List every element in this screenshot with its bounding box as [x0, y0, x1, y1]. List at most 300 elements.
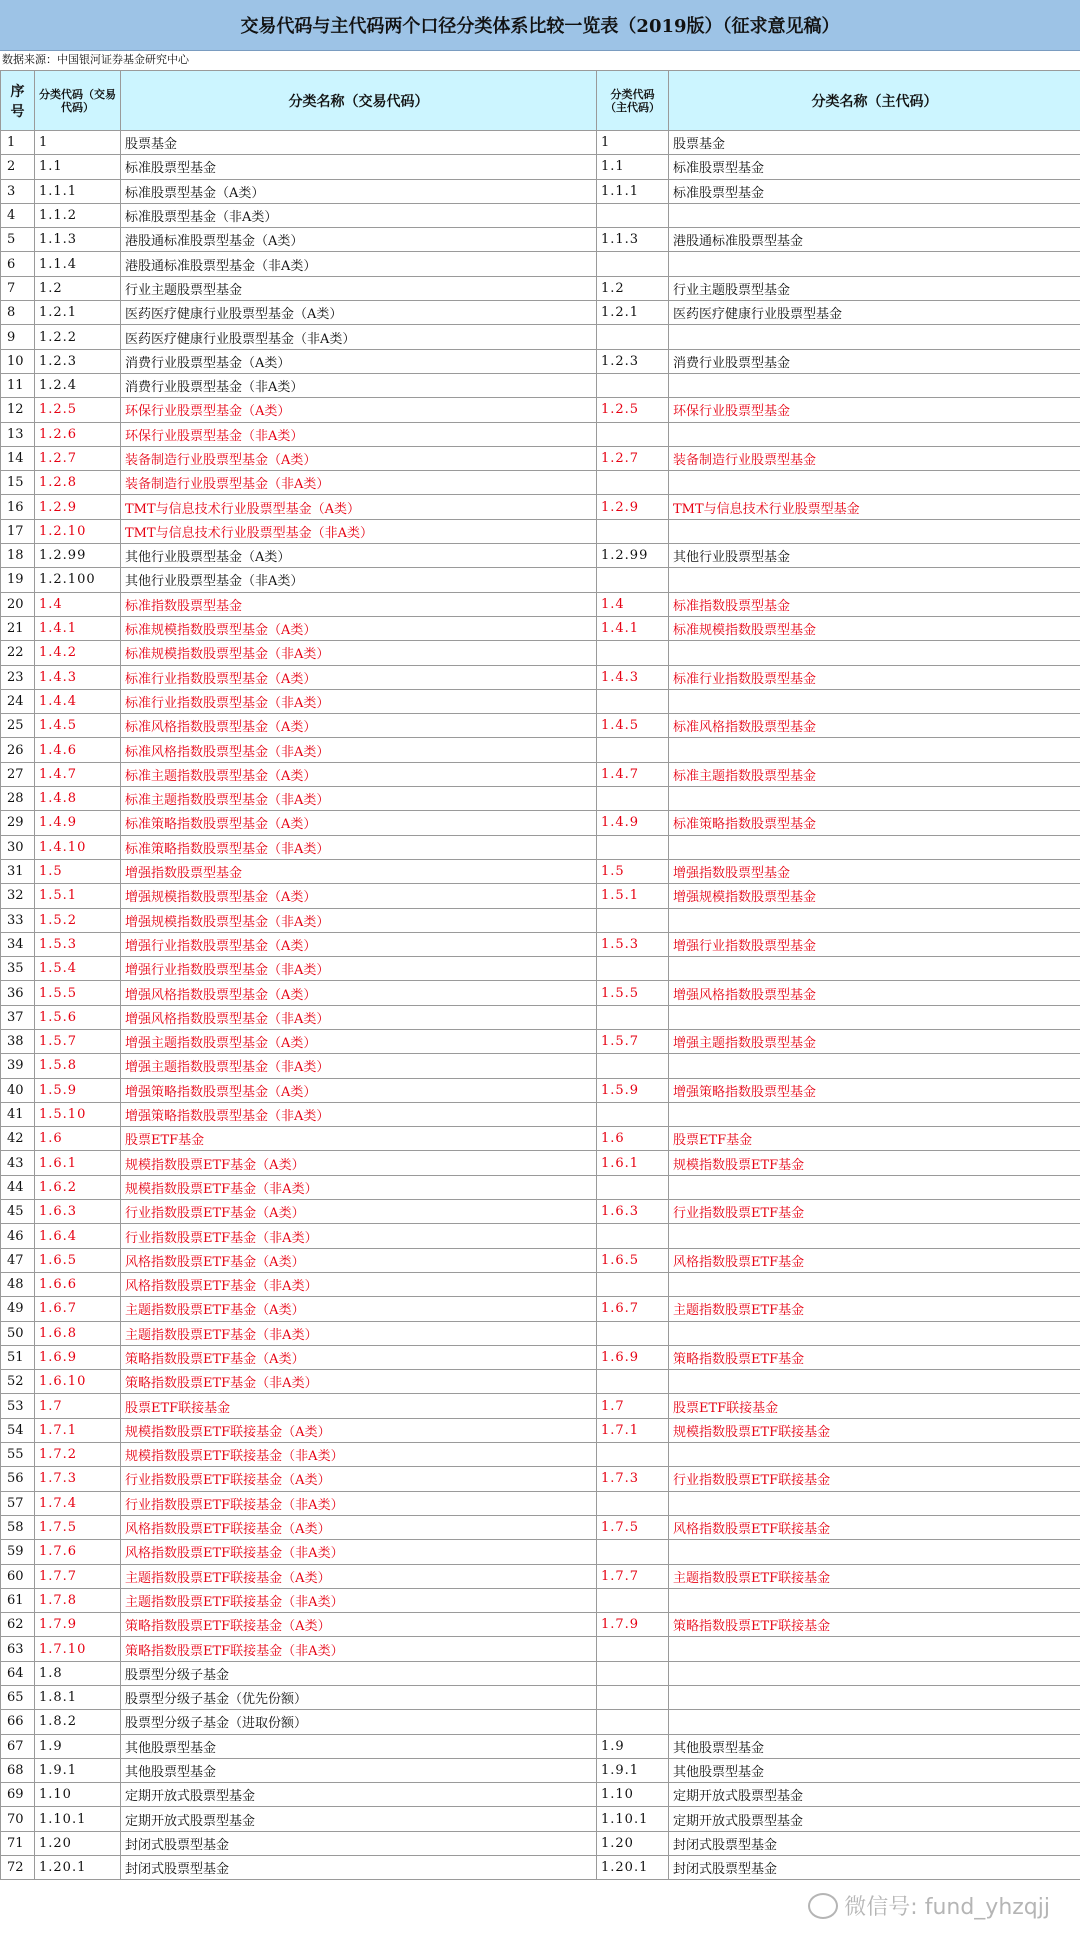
cell-main-name: 主题指数股票ETF基金 — [669, 1297, 1080, 1321]
header-trade-name: 分类名称（交易代码） — [121, 71, 597, 131]
table-row — [1, 276, 1080, 300]
cell-main-code — [597, 1272, 669, 1296]
table-row — [1, 665, 1080, 689]
cell-trade-code: 1.9.1 — [35, 1758, 121, 1782]
cell-seq: 28 — [1, 787, 35, 811]
cell-trade-code: 1.5.8 — [35, 1054, 121, 1078]
cell-main-name — [669, 787, 1080, 811]
cell-trade-code: 1.2.6 — [35, 422, 121, 446]
table-row — [1, 1127, 1080, 1151]
cell-trade-name: 标准主题指数股票型基金（A类） — [121, 762, 597, 786]
table-row — [1, 228, 1080, 252]
cell-main-code — [597, 252, 669, 276]
cell-main-name: 标准行业指数股票型基金 — [669, 665, 1080, 689]
cell-seq: 38 — [1, 1029, 35, 1053]
table-row — [1, 301, 1080, 325]
cell-main-code: 1.9 — [597, 1734, 669, 1758]
cell-main-name: 封闭式股票型基金 — [669, 1831, 1080, 1855]
header-main-code: 分类代码（主代码） — [597, 71, 669, 131]
table-row — [1, 422, 1080, 446]
cell-trade-name: 标准风格指数股票型基金（非A类） — [121, 738, 597, 762]
cell-seq: 19 — [1, 568, 35, 592]
cell-trade-name: 风格指数股票ETF基金（非A类） — [121, 1272, 597, 1296]
cell-main-name: 股票ETF基金 — [669, 1127, 1080, 1151]
cell-main-name: 主题指数股票ETF联接基金 — [669, 1564, 1080, 1588]
cell-main-code: 1.2.3 — [597, 349, 669, 373]
table-row — [1, 981, 1080, 1005]
cell-seq: 39 — [1, 1054, 35, 1078]
cell-seq: 14 — [1, 446, 35, 470]
table-row — [1, 1613, 1080, 1637]
cell-seq: 9 — [1, 325, 35, 349]
cell-trade-name: 股票型分级子基金（优先份额） — [121, 1686, 597, 1710]
cell-main-code: 1.7.1 — [597, 1418, 669, 1442]
cell-seq: 44 — [1, 1175, 35, 1199]
cell-seq: 33 — [1, 908, 35, 932]
cell-trade-code: 1.10.1 — [35, 1807, 121, 1831]
cell-main-name — [669, 1370, 1080, 1394]
cell-trade-code: 1.2.10 — [35, 519, 121, 543]
cell-seq: 32 — [1, 884, 35, 908]
table-row — [1, 1272, 1080, 1296]
cell-trade-name: 行业指数股票ETF联接基金（A类） — [121, 1467, 597, 1491]
cell-main-code: 1.6.7 — [597, 1297, 669, 1321]
cell-trade-name: 环保行业股票型基金（非A类） — [121, 422, 597, 446]
cell-main-name: 增强策略指数股票型基金 — [669, 1078, 1080, 1102]
cell-main-name: 标准风格指数股票型基金 — [669, 714, 1080, 738]
cell-trade-code: 1.1.1 — [35, 179, 121, 203]
cell-main-code — [597, 1588, 669, 1612]
table-row — [1, 373, 1080, 397]
cell-trade-code: 1.5.10 — [35, 1102, 121, 1126]
cell-trade-code: 1.6.1 — [35, 1151, 121, 1175]
cell-main-code — [597, 1491, 669, 1515]
cell-trade-name: 标准股票型基金（A类） — [121, 179, 597, 203]
table-row — [1, 859, 1080, 883]
cell-main-name: 规模指数股票ETF联接基金 — [669, 1418, 1080, 1442]
cell-trade-name: TMT与信息技术行业股票型基金（A类） — [121, 495, 597, 519]
cell-main-code: 1.6.5 — [597, 1248, 669, 1272]
cell-main-code — [597, 203, 669, 227]
cell-trade-code: 1.1.4 — [35, 252, 121, 276]
cell-trade-name: 封闭式股票型基金 — [121, 1856, 597, 1880]
cell-trade-code: 1.6.7 — [35, 1297, 121, 1321]
cell-trade-code: 1.9 — [35, 1734, 121, 1758]
cell-trade-code: 1.2.7 — [35, 446, 121, 470]
table-row — [1, 471, 1080, 495]
table-row — [1, 1151, 1080, 1175]
table-row — [1, 957, 1080, 981]
cell-trade-code: 1.20.1 — [35, 1856, 121, 1880]
cell-main-code — [597, 422, 669, 446]
cell-trade-code: 1.7.6 — [35, 1540, 121, 1564]
cell-trade-name: 装备制造行业股票型基金（A类） — [121, 446, 597, 470]
cell-seq: 35 — [1, 957, 35, 981]
cell-main-name: 港股通标准股票型基金 — [669, 228, 1080, 252]
cell-trade-name: 定期开放式股票型基金 — [121, 1807, 597, 1831]
cell-trade-name: 风格指数股票ETF联接基金（A类） — [121, 1515, 597, 1539]
cell-main-code — [597, 1054, 669, 1078]
cell-main-name: 封闭式股票型基金 — [669, 1856, 1080, 1880]
cell-trade-code: 1.7.1 — [35, 1418, 121, 1442]
cell-main-name: 行业指数股票ETF联接基金 — [669, 1467, 1080, 1491]
cell-trade-code: 1.7.3 — [35, 1467, 121, 1491]
cell-trade-code: 1.7.4 — [35, 1491, 121, 1515]
cell-trade-name: 策略指数股票ETF联接基金（A类） — [121, 1613, 597, 1637]
cell-main-name — [669, 1491, 1080, 1515]
cell-trade-name: 增强规模指数股票型基金（非A类） — [121, 908, 597, 932]
cell-trade-name: 环保行业股票型基金（A类） — [121, 398, 597, 422]
cell-trade-code: 1.2.3 — [35, 349, 121, 373]
table-row — [1, 568, 1080, 592]
cell-trade-code: 1.7.2 — [35, 1443, 121, 1467]
page-title: 交易代码与主代码两个口径分类体系比较一览表（2019版）（征求意见稿） — [0, 0, 1080, 51]
table-row — [1, 155, 1080, 179]
cell-main-code — [597, 641, 669, 665]
cell-trade-name: 行业指数股票ETF联接基金（非A类） — [121, 1491, 597, 1515]
cell-trade-code: 1.4.2 — [35, 641, 121, 665]
cell-main-code: 1.5 — [597, 859, 669, 883]
cell-main-name — [669, 373, 1080, 397]
table-row — [1, 325, 1080, 349]
cell-trade-code: 1.6.5 — [35, 1248, 121, 1272]
cell-main-code: 1.2.5 — [597, 398, 669, 422]
table-row — [1, 495, 1080, 519]
cell-seq: 2 — [1, 155, 35, 179]
cell-main-name: 股票基金 — [669, 131, 1080, 155]
table-row — [1, 689, 1080, 713]
cell-trade-name: 策略指数股票ETF联接基金（非A类） — [121, 1637, 597, 1661]
cell-main-code: 1.5.3 — [597, 932, 669, 956]
cell-main-name — [669, 835, 1080, 859]
cell-main-name: 风格指数股票ETF联接基金 — [669, 1515, 1080, 1539]
cell-trade-code: 1.20 — [35, 1831, 121, 1855]
cell-main-code — [597, 325, 669, 349]
cell-main-name: 增强指数股票型基金 — [669, 859, 1080, 883]
table-row — [1, 1175, 1080, 1199]
cell-main-code: 1.20.1 — [597, 1856, 669, 1880]
cell-seq: 7 — [1, 276, 35, 300]
table-row — [1, 1321, 1080, 1345]
table-row — [1, 1783, 1080, 1807]
cell-seq: 18 — [1, 544, 35, 568]
table-row — [1, 1054, 1080, 1078]
cell-main-code — [597, 1224, 669, 1248]
cell-main-name — [669, 252, 1080, 276]
cell-main-code: 1.6.3 — [597, 1200, 669, 1224]
cell-trade-name: 策略指数股票ETF基金（非A类） — [121, 1370, 597, 1394]
cell-seq: 17 — [1, 519, 35, 543]
cell-trade-name: 风格指数股票ETF基金（A类） — [121, 1248, 597, 1272]
cell-seq: 22 — [1, 641, 35, 665]
cell-main-code: 1.4 — [597, 592, 669, 616]
table-row — [1, 1394, 1080, 1418]
cell-trade-code: 1.2.2 — [35, 325, 121, 349]
cell-main-code — [597, 908, 669, 932]
cell-trade-name: 封闭式股票型基金 — [121, 1831, 597, 1855]
cell-main-name — [669, 689, 1080, 713]
cell-main-code: 1.4.3 — [597, 665, 669, 689]
cell-main-code: 1.10.1 — [597, 1807, 669, 1831]
cell-main-code: 1.9.1 — [597, 1758, 669, 1782]
cell-seq: 70 — [1, 1807, 35, 1831]
cell-main-code: 1.4.1 — [597, 616, 669, 640]
cell-trade-code: 1.4.8 — [35, 787, 121, 811]
cell-trade-name: 增强规模指数股票型基金（A类） — [121, 884, 597, 908]
cell-main-name — [669, 471, 1080, 495]
table-row — [1, 1443, 1080, 1467]
table-row — [1, 592, 1080, 616]
cell-main-code: 1.5.9 — [597, 1078, 669, 1102]
cell-main-name: 消费行业股票型基金 — [669, 349, 1080, 373]
cell-main-name: 股票ETF联接基金 — [669, 1394, 1080, 1418]
cell-seq: 58 — [1, 1515, 35, 1539]
cell-seq: 3 — [1, 179, 35, 203]
cell-main-name — [669, 1102, 1080, 1126]
cell-main-name — [669, 1540, 1080, 1564]
cell-main-code: 1.2.1 — [597, 301, 669, 325]
cell-trade-code: 1.7.8 — [35, 1588, 121, 1612]
cell-trade-code: 1.7.5 — [35, 1515, 121, 1539]
cell-main-name — [669, 957, 1080, 981]
cell-trade-code: 1.5.9 — [35, 1078, 121, 1102]
cell-seq: 61 — [1, 1588, 35, 1612]
cell-seq: 21 — [1, 616, 35, 640]
cell-main-name: 行业主题股票型基金 — [669, 276, 1080, 300]
cell-trade-name: 增强主题指数股票型基金（非A类） — [121, 1054, 597, 1078]
cell-trade-code: 1.4.1 — [35, 616, 121, 640]
cell-seq: 59 — [1, 1540, 35, 1564]
cell-trade-name: 行业指数股票ETF基金（非A类） — [121, 1224, 597, 1248]
wechat-icon — [808, 1893, 838, 1919]
cell-main-code: 1.1 — [597, 155, 669, 179]
table-row — [1, 835, 1080, 859]
cell-main-code: 1.5.5 — [597, 981, 669, 1005]
cell-trade-name: 增强策略指数股票型基金（A类） — [121, 1078, 597, 1102]
cell-main-name: 定期开放式股票型基金 — [669, 1783, 1080, 1807]
table-row — [1, 616, 1080, 640]
cell-main-name: 医药医疗健康行业股票型基金 — [669, 301, 1080, 325]
cell-seq: 16 — [1, 495, 35, 519]
cell-main-name: 标准股票型基金 — [669, 155, 1080, 179]
cell-seq: 68 — [1, 1758, 35, 1782]
table-row — [1, 1345, 1080, 1369]
cell-trade-code: 1.1 — [35, 155, 121, 179]
cell-trade-name: 主题指数股票ETF联接基金（非A类） — [121, 1588, 597, 1612]
cell-trade-code: 1.7.10 — [35, 1637, 121, 1661]
table-row — [1, 519, 1080, 543]
cell-trade-name: 增强行业指数股票型基金（A类） — [121, 932, 597, 956]
table-row — [1, 1467, 1080, 1491]
cell-main-code: 1.20 — [597, 1831, 669, 1855]
table-row — [1, 1661, 1080, 1685]
cell-trade-name: 风格指数股票ETF联接基金（非A类） — [121, 1540, 597, 1564]
cell-trade-name: 其他股票型基金 — [121, 1758, 597, 1782]
cell-main-code — [597, 738, 669, 762]
cell-main-code: 1.7.9 — [597, 1613, 669, 1637]
cell-trade-code: 1.6.10 — [35, 1370, 121, 1394]
table-row — [1, 714, 1080, 738]
cell-seq: 52 — [1, 1370, 35, 1394]
cell-trade-code: 1.5 — [35, 859, 121, 883]
cell-seq: 4 — [1, 203, 35, 227]
cell-seq: 1 — [1, 131, 35, 155]
cell-trade-code: 1.2.8 — [35, 471, 121, 495]
cell-trade-name: 标准股票型基金 — [121, 155, 597, 179]
cell-trade-name: 标准行业指数股票型基金（非A类） — [121, 689, 597, 713]
cell-main-name: 行业指数股票ETF基金 — [669, 1200, 1080, 1224]
cell-main-code: 1.5.7 — [597, 1029, 669, 1053]
cell-main-name: 规模指数股票ETF基金 — [669, 1151, 1080, 1175]
cell-main-name — [669, 568, 1080, 592]
cell-trade-name: 规模指数股票ETF基金（A类） — [121, 1151, 597, 1175]
table-row — [1, 544, 1080, 568]
table-row — [1, 1734, 1080, 1758]
cell-trade-code: 1.1.2 — [35, 203, 121, 227]
cell-seq: 6 — [1, 252, 35, 276]
cell-seq: 48 — [1, 1272, 35, 1296]
cell-trade-code: 1.6.6 — [35, 1272, 121, 1296]
cell-trade-name: 消费行业股票型基金（非A类） — [121, 373, 597, 397]
table-row — [1, 1710, 1080, 1734]
data-source-note: 数据来源：中国银河证券基金研究中心 — [2, 53, 189, 66]
cell-trade-code: 1.2.9 — [35, 495, 121, 519]
table-row — [1, 762, 1080, 786]
cell-seq: 11 — [1, 373, 35, 397]
table-row — [1, 179, 1080, 203]
cell-seq: 12 — [1, 398, 35, 422]
table-row — [1, 1856, 1080, 1880]
cell-trade-code: 1.2.99 — [35, 544, 121, 568]
cell-trade-name: 行业指数股票ETF基金（A类） — [121, 1200, 597, 1224]
cell-trade-code: 1.5.1 — [35, 884, 121, 908]
cell-trade-code: 1.6.4 — [35, 1224, 121, 1248]
cell-trade-code: 1.5.4 — [35, 957, 121, 981]
cell-seq: 36 — [1, 981, 35, 1005]
cell-main-name — [669, 1686, 1080, 1710]
cell-seq: 8 — [1, 301, 35, 325]
cell-trade-name: 标准策略指数股票型基金（非A类） — [121, 835, 597, 859]
cell-trade-name: 增强主题指数股票型基金（A类） — [121, 1029, 597, 1053]
cell-trade-name: 增强风格指数股票型基金（A类） — [121, 981, 597, 1005]
cell-main-name: 标准规模指数股票型基金 — [669, 616, 1080, 640]
cell-main-name: 定期开放式股票型基金 — [669, 1807, 1080, 1831]
table-row — [1, 908, 1080, 932]
cell-main-code — [597, 1443, 669, 1467]
cell-main-name — [669, 1443, 1080, 1467]
cell-main-code: 1.10 — [597, 1783, 669, 1807]
cell-main-code — [597, 787, 669, 811]
header-main-name: 分类名称（主代码） — [669, 71, 1080, 131]
cell-main-name: 装备制造行业股票型基金 — [669, 446, 1080, 470]
cell-seq: 54 — [1, 1418, 35, 1442]
cell-trade-code: 1.2.1 — [35, 301, 121, 325]
cell-main-code — [597, 373, 669, 397]
cell-trade-code: 1.8 — [35, 1661, 121, 1685]
cell-seq: 66 — [1, 1710, 35, 1734]
cell-trade-name: 规模指数股票ETF联接基金（非A类） — [121, 1443, 597, 1467]
cell-seq: 10 — [1, 349, 35, 373]
cell-trade-code: 1.5.2 — [35, 908, 121, 932]
cell-seq: 41 — [1, 1102, 35, 1126]
cell-main-code: 1.5.1 — [597, 884, 669, 908]
cell-main-name — [669, 325, 1080, 349]
cell-seq: 29 — [1, 811, 35, 835]
cell-main-code: 1.2.9 — [597, 495, 669, 519]
table-row — [1, 1297, 1080, 1321]
cell-main-name: 增强规模指数股票型基金 — [669, 884, 1080, 908]
cell-trade-code: 1.2.4 — [35, 373, 121, 397]
table-header-row — [1, 71, 1080, 131]
header-trade-code: 分类代码（交易代码） — [35, 71, 121, 131]
table-row — [1, 932, 1080, 956]
cell-trade-name: 规模指数股票ETF联接基金（A类） — [121, 1418, 597, 1442]
cell-main-code — [597, 1661, 669, 1685]
cell-trade-code: 1.6.9 — [35, 1345, 121, 1369]
cell-seq: 62 — [1, 1613, 35, 1637]
cell-main-name — [669, 1661, 1080, 1685]
table-row — [1, 1831, 1080, 1855]
cell-trade-code: 1.2.5 — [35, 398, 121, 422]
table-row — [1, 1758, 1080, 1782]
cell-main-name: 其他股票型基金 — [669, 1758, 1080, 1782]
table-row — [1, 1686, 1080, 1710]
cell-trade-name: 股票基金 — [121, 131, 597, 155]
cell-trade-code: 1.4.3 — [35, 665, 121, 689]
cell-seq: 63 — [1, 1637, 35, 1661]
cell-trade-code: 1.4.5 — [35, 714, 121, 738]
cell-seq: 15 — [1, 471, 35, 495]
cell-trade-name: 标准股票型基金（非A类） — [121, 203, 597, 227]
cell-trade-code: 1.4.4 — [35, 689, 121, 713]
cell-trade-code: 1.2 — [35, 276, 121, 300]
table-row — [1, 1564, 1080, 1588]
cell-main-name — [669, 1272, 1080, 1296]
table-row — [1, 1370, 1080, 1394]
cell-trade-code: 1.5.7 — [35, 1029, 121, 1053]
cell-main-name — [669, 203, 1080, 227]
cell-trade-name: 股票ETF联接基金 — [121, 1394, 597, 1418]
cell-main-name — [669, 738, 1080, 762]
cell-seq: 49 — [1, 1297, 35, 1321]
cell-trade-code: 1.4.6 — [35, 738, 121, 762]
cell-trade-name: 定期开放式股票型基金 — [121, 1783, 597, 1807]
table-row — [1, 1540, 1080, 1564]
cell-seq: 71 — [1, 1831, 35, 1855]
cell-main-code — [597, 835, 669, 859]
table-row — [1, 1491, 1080, 1515]
cell-main-code — [597, 1102, 669, 1126]
cell-seq: 42 — [1, 1127, 35, 1151]
cell-main-name — [669, 641, 1080, 665]
table-row — [1, 884, 1080, 908]
cell-trade-code: 1.6.8 — [35, 1321, 121, 1345]
cell-trade-code: 1.6.2 — [35, 1175, 121, 1199]
cell-trade-name: 增强策略指数股票型基金（非A类） — [121, 1102, 597, 1126]
cell-trade-name: 主题指数股票ETF基金（非A类） — [121, 1321, 597, 1345]
cell-main-code: 1.4.5 — [597, 714, 669, 738]
cell-main-name: 增强行业指数股票型基金 — [669, 932, 1080, 956]
cell-main-code — [597, 471, 669, 495]
cell-trade-name: 增强指数股票型基金 — [121, 859, 597, 883]
cell-trade-name: 增强风格指数股票型基金（非A类） — [121, 1005, 597, 1029]
cell-trade-name: 标准规模指数股票型基金（非A类） — [121, 641, 597, 665]
cell-main-code: 1.6.1 — [597, 1151, 669, 1175]
cell-trade-name: 策略指数股票ETF基金（A类） — [121, 1345, 597, 1369]
cell-seq: 37 — [1, 1005, 35, 1029]
cell-seq: 34 — [1, 932, 35, 956]
table-row — [1, 1078, 1080, 1102]
